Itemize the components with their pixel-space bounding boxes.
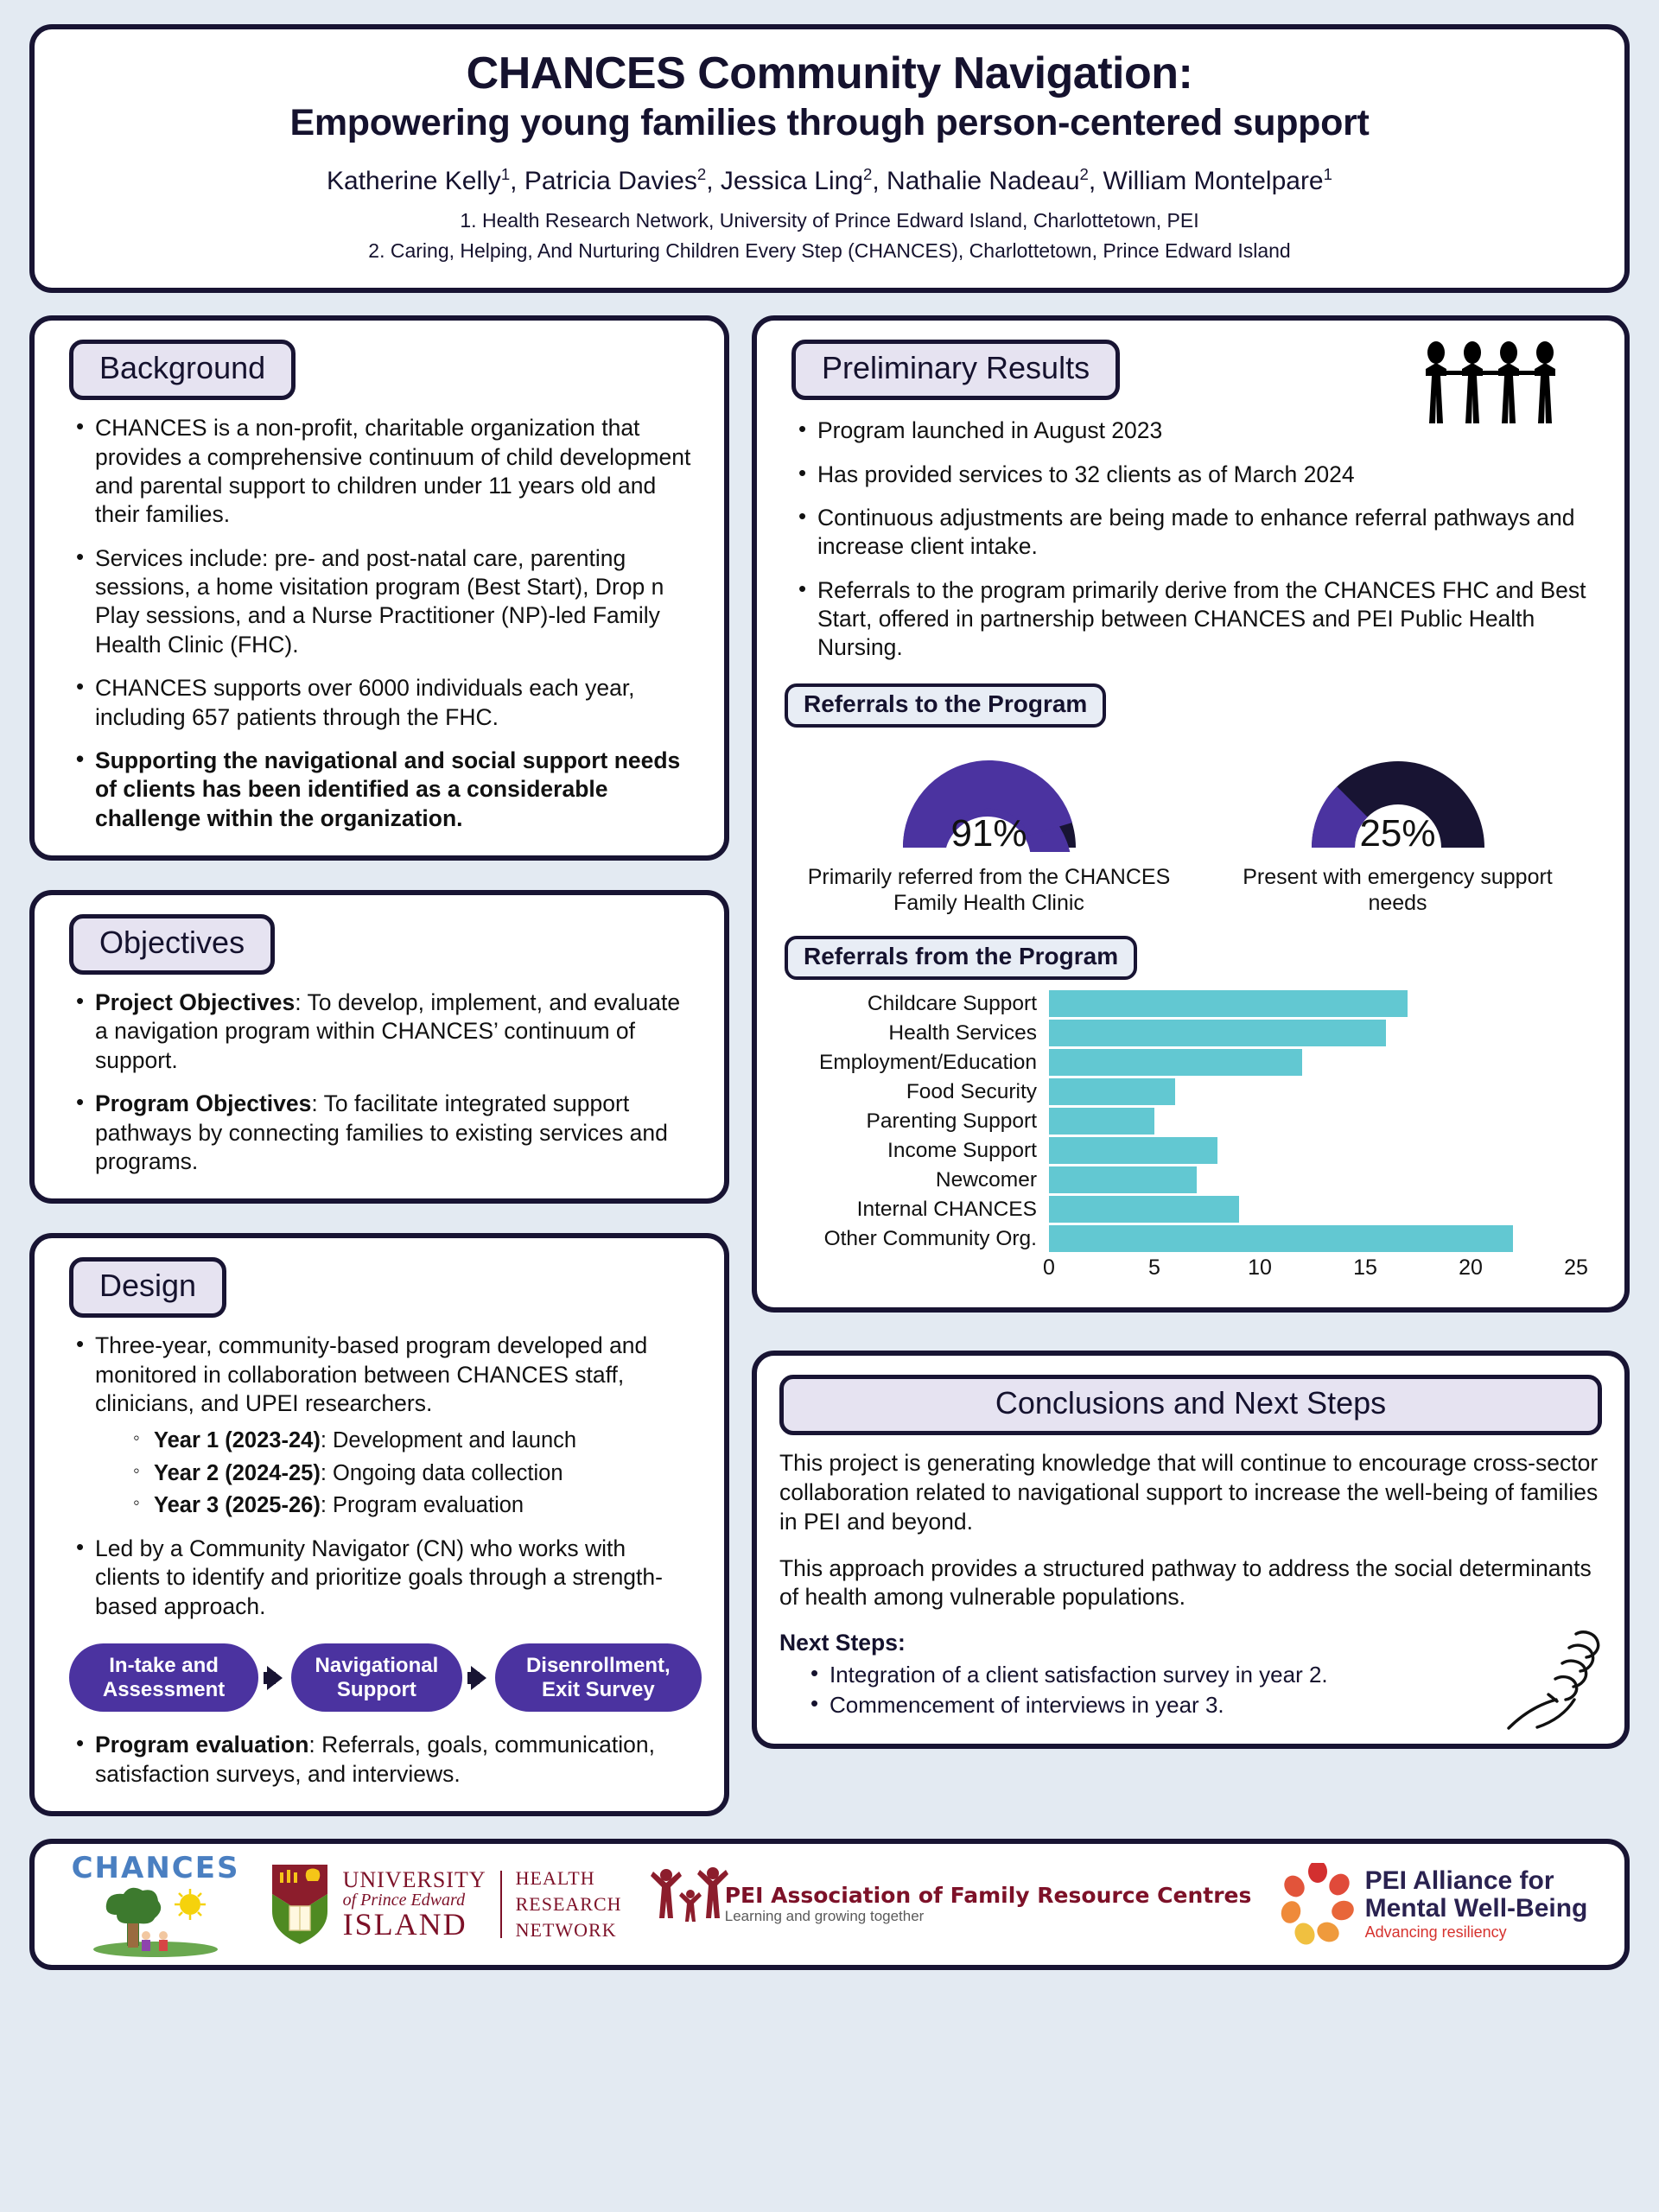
list-item	[131, 1427, 696, 1455]
flow-step-navigational-support: Navigational Support	[291, 1643, 461, 1712]
section-title-preliminary-results: Preliminary Results	[791, 340, 1120, 400]
background-bullets	[57, 414, 702, 833]
page-title: CHANCES Community Navigation:	[466, 48, 1193, 99]
table-row	[1049, 1078, 1576, 1105]
alliance-name-line-2: Mental Well-Being	[1364, 1894, 1588, 1923]
design-years	[95, 1427, 696, 1519]
objective-text: : To develop, implement, and evaluate a navigation program within CHANCES’ continuum of support.	[95, 989, 681, 1073]
list-item: • Program launched in August 2023	[795, 416, 1597, 445]
objective-label: Program Objectives	[95, 1090, 312, 1117]
list-item: • Has provided services to 32 clients as of March 2024	[795, 461, 1597, 489]
author-4: William Montelpare$^1$	[1103, 164, 1332, 195]
flow-step-disenrollment: Disenrollment, Exit Survey	[495, 1643, 702, 1712]
gauge-value-label: 91%	[950, 811, 1027, 855]
year-text: : Program evaluation	[320, 1492, 524, 1517]
list-item: • Supporting the navigational and social support needs of clients has been identified as a considerable challenge within the organization.	[73, 747, 696, 833]
table-row	[1049, 1049, 1576, 1076]
poster-header	[29, 24, 1630, 293]
list-item: • Commencement of interviews in year 3.	[809, 1690, 1602, 1720]
table-row	[1049, 1166, 1576, 1193]
poster-columns	[29, 315, 1630, 1816]
gauge-emergency-needs	[1212, 740, 1584, 917]
family-figures-icon	[651, 1861, 730, 1948]
results-bullets	[779, 416, 1602, 663]
list-item	[131, 1491, 696, 1520]
affiliation-2: 2. Caring, Helping, And Nurturing Children Every Step (CHANCES), Charlottetown, Prince Edward Island	[368, 238, 1291, 262]
section-title-conclusions: Conclusions and Next Steps	[779, 1375, 1602, 1435]
design-eval	[57, 1731, 702, 1789]
objective-text: : To facilitate integrated support pathways by connecting families to existing services and programs.	[95, 1090, 668, 1174]
upei-crest-icon	[269, 1863, 331, 1946]
objective-label: Project Objectives	[95, 989, 296, 1016]
gauge-arc-91	[881, 740, 1097, 855]
upei-line-2: of Prince Edward	[342, 1890, 466, 1910]
gauge-caption: Present with emergency support needs	[1243, 864, 1553, 916]
alliance-ring-icon	[1281, 1863, 1355, 1946]
conclusion-paragraph-2: This approach provides a structured pathway to address the social determinants of health among vulnerable populations.	[779, 1554, 1592, 1611]
list-item: • CHANCES supports over 6000 individuals each year, including 657 patients through the FHC.	[73, 674, 696, 732]
list-item: • Integration of a client satisfaction survey in year 2.	[809, 1660, 1602, 1690]
logo-pei-alliance	[1281, 1863, 1588, 1946]
bar-label: Other Community Org.	[823, 1226, 1037, 1250]
x-tick: 20	[1459, 1255, 1483, 1280]
bar-label: Employment/Education	[819, 1050, 1037, 1074]
frc-name: PEI Association of Family Resource Centres	[724, 1883, 1252, 1909]
conclusion-paragraph-1: This project is generating knowledge that will continue to encourage cross-sector collaboration related to navigational support to increase the well-being of families in PEI and beyond.	[779, 1449, 1599, 1535]
tree-and-children-icon	[82, 1885, 229, 1958]
left-column	[29, 315, 729, 1816]
table-row	[1049, 1137, 1576, 1164]
logo-pei-frc	[651, 1861, 1252, 1948]
gauge-arc-25	[1290, 740, 1506, 855]
design-bullet-text: Three-year, community-based program developed and monitored in collaboration between CHANCES staff, clinicians, and UPEI researchers.	[95, 1332, 648, 1417]
list-item	[73, 988, 696, 1075]
year-text: : Ongoing data collection	[320, 1460, 563, 1485]
referrals-to-program-block	[779, 683, 1602, 917]
table-row	[1049, 990, 1576, 1017]
section-background	[29, 315, 729, 861]
list-item: • Led by a Community Navigator (CN) who works with clients to identify and prioritize goals through a strength-based approach.	[73, 1535, 696, 1621]
author-list: Katherine Kelly$^1$, Patricia Davies$^2$, Jessica Ling$^2$, Nathalie Nadeau$^2$, William Montelpare$^1$	[327, 164, 1332, 195]
table-row	[1049, 1108, 1576, 1135]
section-preliminary-results	[752, 315, 1630, 1313]
list-item	[73, 1731, 696, 1789]
design-bullets	[57, 1332, 702, 1621]
gauge-value-label: 25%	[1359, 811, 1436, 855]
alliance-tagline: Advancing resiliency	[1364, 1923, 1507, 1941]
list-item: • Services include: pre- and post-natal care, parenting sessions, a home visitation program (Best Start), Drop n Play sessions, and a Nurse Practitioner (NP)-led Family Health Clinic (FHC).	[73, 544, 696, 660]
section-title-design: Design	[69, 1257, 226, 1318]
bar	[1049, 1108, 1154, 1135]
section-title-background: Background	[69, 340, 296, 400]
bar	[1049, 1137, 1217, 1164]
list-item: • CHANCES is a non-profit, charitable organization that provides a comprehensive continuum of child development and parental support to children under 11 years old and their families.	[73, 414, 696, 530]
frc-tagline: Learning and growing together	[724, 1908, 925, 1925]
section-objectives	[29, 890, 729, 1204]
author-3: Nathalie Nadeau$^2$	[887, 164, 1089, 195]
hrn-line-2: RESEARCH	[515, 1893, 622, 1916]
eval-label: Program evaluation	[95, 1732, 309, 1758]
list-item: • Referrals to the program primarily derive from the CHANCES FHC and Best Start, offered in partnership between CHANCES and PEI Public Health Nursing.	[795, 576, 1597, 663]
list-item	[73, 1332, 696, 1520]
logo-chances-wordmark: CHANCES	[71, 1850, 240, 1885]
hrn-line-3: NETWORK	[515, 1918, 617, 1941]
logo-chances	[72, 1851, 240, 1958]
objectives-bullets	[57, 988, 702, 1176]
upei-line-3: ISLAND	[342, 1906, 467, 1942]
handshake-icon	[1472, 1622, 1602, 1730]
table-row	[1049, 1196, 1576, 1223]
upei-wordmark	[342, 1866, 486, 1942]
upei-line-1: UNIVERSITY	[342, 1866, 486, 1892]
bar	[1049, 990, 1408, 1017]
section-design	[29, 1233, 729, 1816]
author-2: Jessica Ling$^2$	[720, 164, 873, 195]
bar	[1049, 1049, 1302, 1076]
bar	[1049, 1020, 1386, 1046]
section-title-objectives: Objectives	[69, 914, 275, 975]
subbar-referrals-from-program: Referrals from the Program	[785, 936, 1137, 980]
table-row	[1049, 1225, 1576, 1252]
right-column	[752, 315, 1630, 1748]
hrn-line-1: HEALTH	[515, 1867, 595, 1890]
gauge-caption: Primarily referred from the CHANCES Family Health Clinic	[807, 864, 1171, 916]
bar-label: Food Security	[906, 1079, 1037, 1103]
author-1: Patricia Davies$^2$	[524, 164, 707, 195]
bar-label: Newcomer	[935, 1167, 1037, 1192]
bar	[1049, 1166, 1197, 1193]
people-holding-hands-icon	[1421, 341, 1585, 423]
bar-label: Income Support	[887, 1138, 1037, 1162]
list-item: • Continuous adjustments are being made to enhance referral pathways and increase client intake.	[795, 504, 1597, 562]
arrow-right-icon	[471, 1666, 486, 1690]
bar	[1049, 1078, 1175, 1105]
year-label: Year 1 (2023-24)	[154, 1428, 321, 1453]
referrals-from-program-block	[779, 936, 1602, 1285]
section-conclusions	[752, 1351, 1630, 1749]
bar-label: Parenting Support	[866, 1109, 1037, 1133]
bar-label: Health Services	[888, 1020, 1037, 1045]
gauge-fhc-referrals	[804, 740, 1175, 917]
program-flow-diagram	[57, 1643, 702, 1712]
author-0: Katherine Kelly$^1$	[327, 164, 511, 195]
next-steps-heading: Next Steps:	[779, 1630, 906, 1656]
list-item	[131, 1459, 696, 1488]
bar-chart-referrals-from-program	[785, 990, 1602, 1285]
year-label: Year 3 (2025-26)	[154, 1492, 321, 1517]
x-tick: 15	[1353, 1255, 1377, 1280]
bar-chart-plot-area	[1043, 990, 1588, 1285]
year-label: Year 2 (2024-25)	[154, 1460, 321, 1485]
bar-label: Internal CHANCES	[856, 1197, 1037, 1221]
bar-chart-category-labels	[790, 990, 1049, 1285]
logo-divider	[500, 1871, 502, 1938]
bar-chart-x-axis	[1043, 1255, 1588, 1285]
footer-logos	[29, 1839, 1630, 1970]
list-item	[73, 1090, 696, 1176]
page-subtitle: Empowering young families through person-centered support	[289, 102, 1370, 144]
x-tick: 25	[1564, 1255, 1588, 1280]
bar-label: Childcare Support	[867, 991, 1037, 1015]
eval-text: : Referrals, goals, communication, satisfaction surveys, and interviews.	[95, 1732, 656, 1787]
table-row	[1049, 1020, 1576, 1046]
arrow-right-icon	[267, 1666, 283, 1690]
hrn-wordmark	[516, 1866, 622, 1942]
x-tick: 5	[1148, 1255, 1160, 1280]
affiliation-1: 1. Health Research Network, University of Prince Edward Island, Charlottetown, PEI	[460, 209, 1199, 232]
x-tick: 0	[1043, 1255, 1055, 1280]
gauge-chart-group	[785, 740, 1602, 917]
bar	[1049, 1225, 1513, 1252]
flow-step-intake: In-take and Assessment	[69, 1643, 258, 1712]
logo-upei-hrn	[269, 1863, 622, 1946]
year-text: : Development and launch	[320, 1428, 577, 1453]
alliance-name-line-1: PEI Alliance for	[1364, 1866, 1554, 1896]
subbar-referrals-to-program: Referrals to the Program	[785, 683, 1106, 728]
bar	[1049, 1196, 1239, 1223]
x-tick: 10	[1248, 1255, 1272, 1280]
